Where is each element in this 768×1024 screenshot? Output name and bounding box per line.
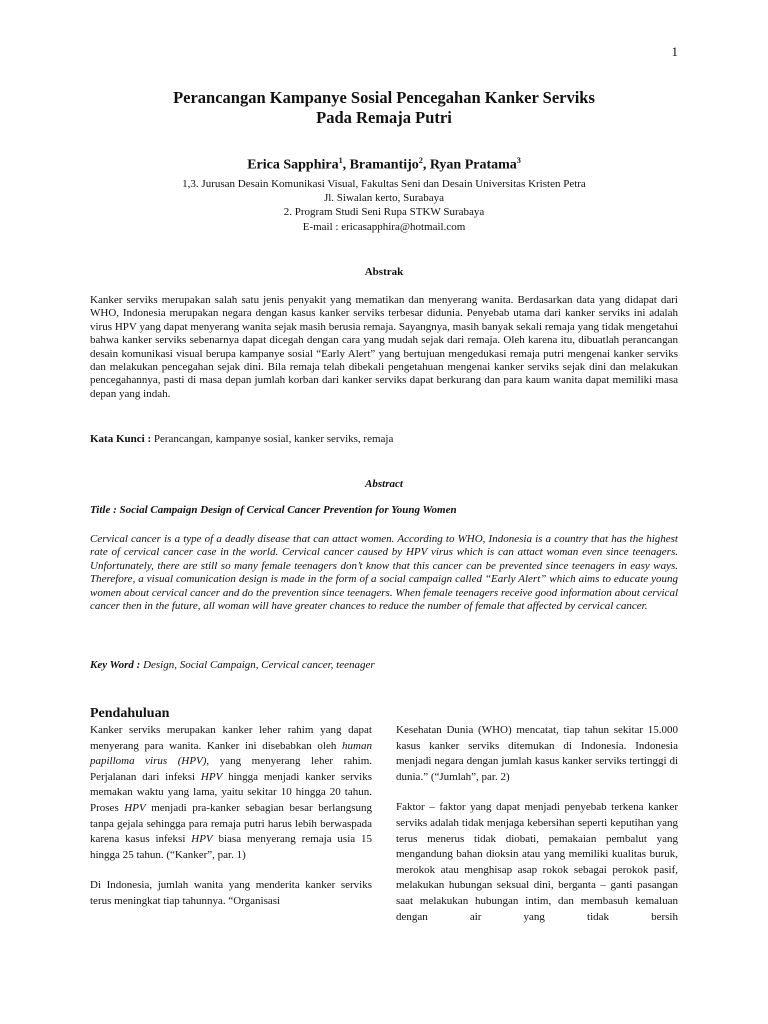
section-heading-pendahuluan: Pendahuluan bbox=[90, 706, 170, 721]
key-word-label: Key Word : bbox=[90, 659, 141, 671]
abstract-heading: Abstract bbox=[365, 478, 403, 490]
affiliation-line: 1,3. Jurusan Desain Komunikasi Visual, Fakultas Seni dan Desain Universitas Kristen Petra bbox=[182, 178, 586, 190]
author-name: Bramantijo bbox=[349, 157, 419, 173]
affiliation-line: Jl. Siwalan kerto, Surabaya bbox=[323, 192, 445, 205]
title-line-2: Pada Remaja Putri bbox=[316, 108, 452, 127]
abstrak-heading: Abstrak bbox=[364, 266, 404, 278]
right-column bbox=[396, 723, 678, 925]
kata-kunci-label: Kata Kunci : bbox=[90, 433, 152, 445]
affiliations bbox=[0, 177, 768, 234]
kata-kunci-values: Perancangan, kampanye sosial, kanker serviks, remaja bbox=[151, 433, 394, 445]
author-name: Erica Sapphira bbox=[247, 157, 339, 173]
author-sup: 1 bbox=[338, 156, 343, 165]
paper-title bbox=[0, 88, 768, 128]
title-line-1: Perancangan Kampanye Sosial Pencegahan Kanker Serviks bbox=[173, 88, 595, 107]
abstrak-text: Kanker serviks merupakan salah satu jenis penyakit yang mematikan dan menyerang wanita. Berdasarkan data yang didapat dari WHO, Indonesia merupakan negara dengan kasus kanker serviks terbesar didunia. Penyebab utama dari kanker serviks ini adalah virus HPV yang dapat menyerang wanita sejak masih berusia remaja. Sayangnya, masih banyak sekali remaja yang tidak mengetahui bahwa kanker serviks sebenarnya dapat dicegah dengan cara yang mudah sejak dari remaja. Oleh karena itu, dibuatlah perancangan desain komunikasi visual berupa kampanye sosial “Early Alert” yang bertujuan mengedukasi remaja putri mengenai kanker serviks dan melakukan pencegahan sejak dini. Bila remaja telah dibekali pengetahuan mengenai kanker serviks sejak dini dan melakukan pencegahannya, pasti di masa depan jumlah korban dari kanker serviks dapat berkurang dan para kaum wanita dapat memiliki masa depan yang indah. bbox=[90, 294, 678, 400]
author-sup: 3 bbox=[516, 156, 521, 165]
author-sup: 2 bbox=[418, 156, 423, 165]
author-list: Erica Sapphira$^1$, Bramantijo$^2$, Ryan Pratama$^3$ bbox=[247, 156, 521, 173]
kata-kunci bbox=[90, 433, 678, 445]
body-paragraph: Kesehatan Dunia (WHO) mencatat, tiap tahun sekitar 15.000 kasus kanker serviks ditemukan di Indonesia. Indonesia menjadi negara dengan jumlah kasus kanker serviks tertinggi di dunia.” (“Jumlah”, par. 2) bbox=[396, 724, 678, 783]
key-word bbox=[90, 659, 678, 671]
abstract-text: Cervical cancer is a type of a deadly disease that can attact women. According to WHO, Indonesia is a country that has the highest rate of cervical cancer case in the world. Cervical cancer caused by HPV virus which is can attact woman even since teenagers. Unfortunately, there are still so many female teenagers don’t know that this cancer can be prevented since teenagers in easy ways. Therefore, a visual comunication design is made in the form of a social campaign called “Early Alert” which aims to educate young women about cervical cancer and do the prevention since teenagers. When female teenagers receive good information about cervical cancer then in the future, all woman will have greater chances to reduce the number of female that affected by cervical cancer. bbox=[90, 533, 678, 613]
affiliation-line: 2. Program Studi Seni Rupa STKW Surabaya bbox=[283, 206, 485, 219]
body-paragraph: Kanker serviks merupakan kanker leher rahim yang dapat menyerang para wanita. Kanker ini disebabkan oleh human papilloma virus (HPV), yang menyerang leher rahim. Perjalanan dari infeksi HPV hingga menjadi kanker serviks memakan waktu yang lama, yaitu sekitar 10 hingga 20 tahun. Proses HPV menjadi pra-kanker sebagian besar berlangsung tanpa gejala sehingga para remaja putri harus lebih berwaspada karena kasus infeksi HPV biasa menyerang remaja usia 15 hingga 25 tahun. (“Kanker”, par. 1) bbox=[90, 724, 373, 861]
email-line: E-mail : ericasapphira@hotmail.com bbox=[302, 220, 466, 233]
page-number: 1 bbox=[671, 44, 678, 59]
left-column bbox=[90, 723, 372, 910]
body-paragraph: Di Indonesia, jumlah wanita yang menderita kanker serviks terus meningkat tiap tahunnya. “Organisasi bbox=[90, 879, 372, 907]
abstract-title-line: Title : Social Campaign Design of Cervical Cancer Prevention for Young Women bbox=[90, 504, 457, 516]
author-name: Ryan Pratama bbox=[429, 157, 517, 173]
key-word-values: Design, Social Campaign, Cervical cancer, teenager bbox=[140, 659, 375, 671]
body-paragraph: Faktor – faktor yang dapat menjadi penyebab terkena kanker serviks adalah tidak menjaga kebersihan seperti keputihan yang terus menerus tidak diobati, pemakaian pembalut yang mengandung bahan dioksin atau yang memiliki kualitas buruk, merokok atau menghisap asap rokok sebagai perokok pasif, melakukan hubungan seksual dini, berganta – ganti pasangan saat melakukan hubungan intim, dan membasuh kemaluan dengan air yang tidak bersih bbox=[396, 801, 678, 923]
